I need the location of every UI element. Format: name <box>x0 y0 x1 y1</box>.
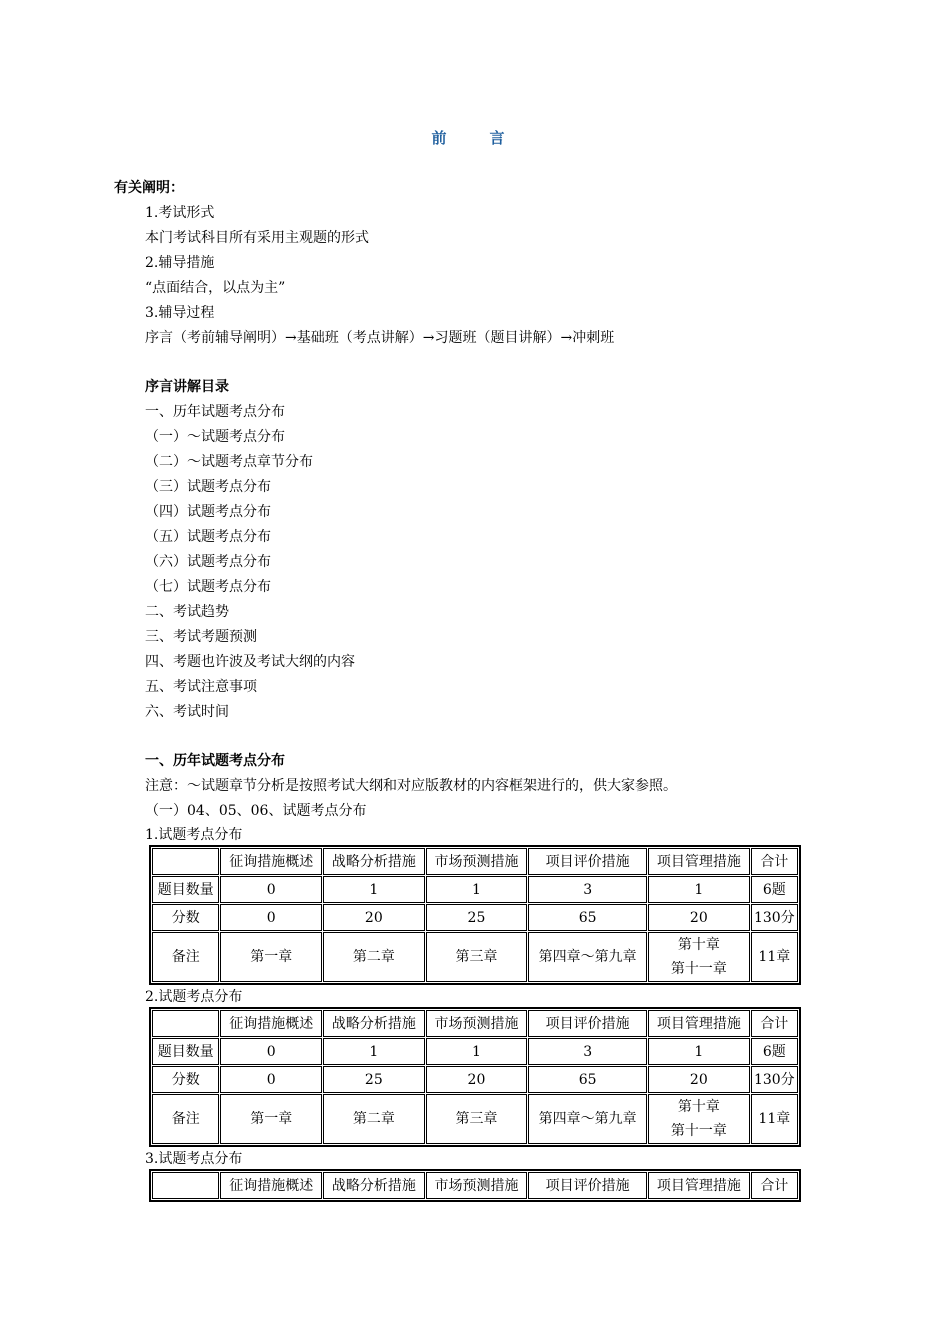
table-cell: 1 <box>323 1038 425 1065</box>
table-row <box>152 876 798 903</box>
table-cell: 3 <box>528 876 647 903</box>
intro-line: 3.辅导过程 <box>145 305 215 321</box>
header-cell: 战略分析措施 <box>323 1010 425 1037</box>
intro-line: 序言（考前辅导阐明）→基础班（考点讲解）→习题班（题目讲解）→冲刺班 <box>145 330 615 346</box>
header-cell: 市场预测措施 <box>426 1010 528 1037</box>
score-table <box>149 845 801 985</box>
table-cell: 25 <box>426 904 528 931</box>
table-cell: 分数 <box>152 904 219 931</box>
table-cell: 备注 <box>152 932 219 982</box>
header-cell <box>152 1010 219 1037</box>
table-cell: 0 <box>220 876 322 903</box>
intro-line: 2.辅导措施 <box>145 255 215 271</box>
table-remark-row <box>152 1094 798 1144</box>
table-caption: 1.试题考点分布 <box>145 827 243 843</box>
table-cell: 65 <box>528 904 647 931</box>
table-cell: 分数 <box>152 1066 219 1093</box>
table-cell: 0 <box>220 904 322 931</box>
table-cell: 130分 <box>751 1066 798 1093</box>
toc-item: （二）～试题考点章节分布 <box>145 454 313 470</box>
score-table <box>149 1007 801 1147</box>
table-cell: 1 <box>426 876 528 903</box>
header-cell: 项目管理措施 <box>648 1172 750 1199</box>
table-cell: 第三章 <box>426 1094 528 1144</box>
remark-line: 第十一章 <box>670 961 727 977</box>
table-cell: 第一章 <box>220 932 322 982</box>
table-header-row <box>152 1010 798 1037</box>
table-header-row <box>152 1172 798 1199</box>
table-row <box>152 1066 798 1093</box>
table-row <box>152 1038 798 1065</box>
table-cell <box>648 932 750 982</box>
toc-item: 五、考试注意事项 <box>145 679 257 695</box>
table-cell: 第二章 <box>323 932 425 982</box>
header-cell: 市场预测措施 <box>426 848 528 875</box>
header-cell: 项目评价措施 <box>528 848 647 875</box>
header-cell: 征询措施概述 <box>220 848 322 875</box>
intro-line: 本门考试科目所有采用主观题的形式 <box>145 230 369 246</box>
table-header-row <box>152 848 798 875</box>
table-remark-row <box>152 932 798 982</box>
table-cell: 0 <box>220 1066 322 1093</box>
header-cell: 合计 <box>751 848 798 875</box>
header-cell: 合计 <box>751 1010 798 1037</box>
table-cell: 第四章～第九章 <box>528 1094 647 1144</box>
table-cell: 11章 <box>751 932 798 982</box>
table-cell: 1 <box>426 1038 528 1065</box>
table-cell: 3 <box>528 1038 647 1065</box>
table-cell: 1 <box>648 876 750 903</box>
toc-item: 一、历年试题考点分布 <box>145 404 285 420</box>
toc-heading: 序言讲解目录 <box>145 379 229 395</box>
toc-item: 二、考试趋势 <box>145 604 229 620</box>
table-caption: 3.试题考点分布 <box>145 1151 243 1167</box>
table-cell: 20 <box>648 904 750 931</box>
toc-item: 三、考试考题预测 <box>145 629 257 645</box>
table-cell: 题目数量 <box>152 876 219 903</box>
header-cell: 合计 <box>751 1172 798 1199</box>
table-cell: 1 <box>648 1038 750 1065</box>
table-cell: 130分 <box>751 904 798 931</box>
header-cell: 项目评价措施 <box>528 1010 647 1037</box>
header-cell: 征询措施概述 <box>220 1172 322 1199</box>
table-cell: 1 <box>323 876 425 903</box>
table-cell: 备注 <box>152 1094 219 1144</box>
table-cell: 6题 <box>751 876 798 903</box>
toc-item: 四、考题也许波及考试大纲的内容 <box>145 654 355 670</box>
toc-item: （六）试题考点分布 <box>145 554 271 570</box>
table-caption: 2.试题考点分布 <box>145 989 243 1005</box>
table-cell: 11章 <box>751 1094 798 1144</box>
table-cell: 65 <box>528 1066 647 1093</box>
table-cell <box>648 1094 750 1144</box>
score-table <box>149 1169 801 1202</box>
header-cell: 征询措施概述 <box>220 1010 322 1037</box>
intro-heading: 有关阐明： <box>114 180 184 196</box>
table-cell: 题目数量 <box>152 1038 219 1065</box>
remark-line: 第十一章 <box>670 1123 727 1139</box>
remark-line: 第十章 <box>677 937 720 953</box>
header-cell <box>152 1172 219 1199</box>
table-cell: 20 <box>648 1066 750 1093</box>
header-cell: 项目管理措施 <box>648 848 750 875</box>
table-cell: 20 <box>426 1066 528 1093</box>
table-cell: 20 <box>323 904 425 931</box>
remark-line: 第十章 <box>677 1099 720 1115</box>
header-cell: 项目管理措施 <box>648 1010 750 1037</box>
header-cell: 项目评价措施 <box>528 1172 647 1199</box>
header-cell: 战略分析措施 <box>323 1172 425 1199</box>
intro-line: 1.考试形式 <box>145 205 215 221</box>
table-cell: 第二章 <box>323 1094 425 1144</box>
table-cell: 25 <box>323 1066 425 1093</box>
toc-item: （五）试题考点分布 <box>145 529 271 545</box>
table-row <box>152 904 798 931</box>
toc-item: （一）～试题考点分布 <box>145 429 285 445</box>
section-note: 注意：～试题章节分析是按照考试大纲和对应版教材的内容框架进行的，供大家参照。 <box>145 778 677 794</box>
intro-line: “点面结合，以点为主” <box>145 280 286 296</box>
table-cell: 第四章～第九章 <box>528 932 647 982</box>
section-heading: 一、历年试题考点分布 <box>145 753 285 769</box>
table-cell: 第一章 <box>220 1094 322 1144</box>
header-cell: 战略分析措施 <box>323 848 425 875</box>
table-cell: 第三章 <box>426 932 528 982</box>
table-cell: 0 <box>220 1038 322 1065</box>
header-cell <box>152 848 219 875</box>
table-cell: 6题 <box>751 1038 798 1065</box>
page-title: 前 言 <box>431 129 519 147</box>
toc-item: 六、考试时间 <box>145 704 229 720</box>
toc-item: （七）试题考点分布 <box>145 579 271 595</box>
header-cell: 市场预测措施 <box>426 1172 528 1199</box>
toc-item: （四）试题考点分布 <box>145 504 271 520</box>
section-subheading: （一）04、05、06、试题考点分布 <box>145 803 367 819</box>
toc-item: （三）试题考点分布 <box>145 479 271 495</box>
